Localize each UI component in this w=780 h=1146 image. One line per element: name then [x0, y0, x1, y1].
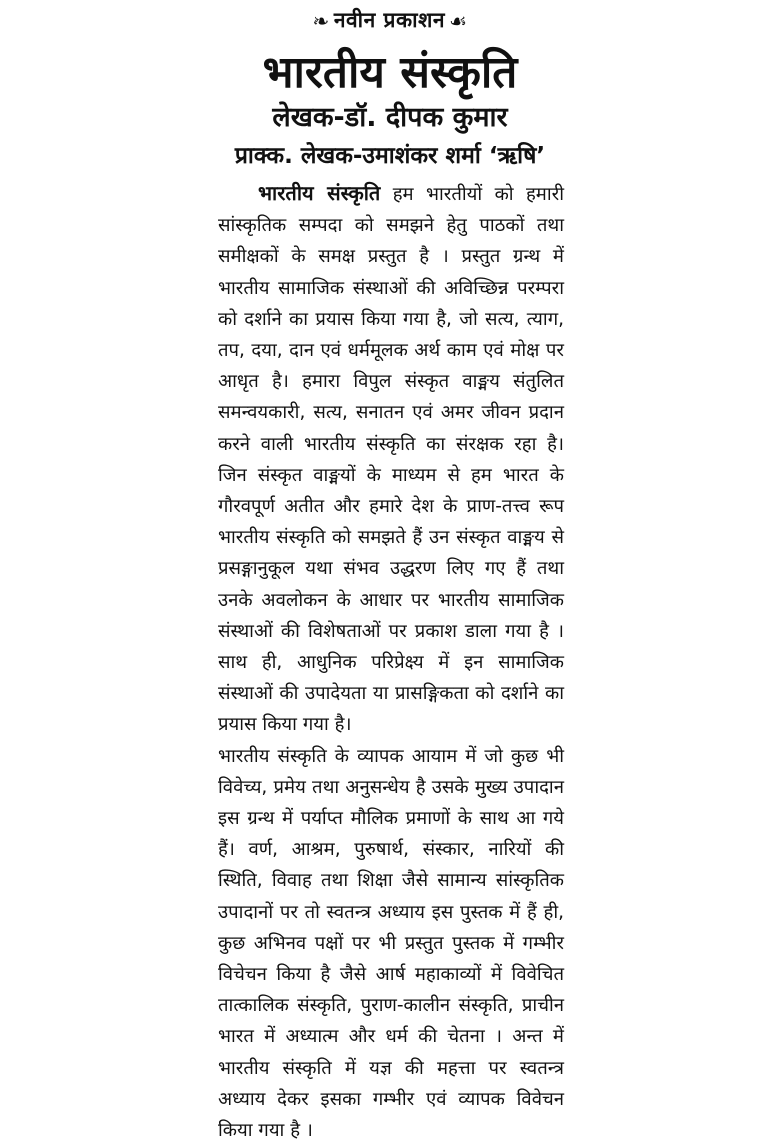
publisher-heading	[0, 6, 780, 34]
paragraph-1-text: हम भारतीयों को हमारी सांस्कृतिक सम्पदा को समझने हेतु पाठकों तथा समीक्षकों के समक्ष प्रस्तुत है । प्रस्तुत ग्रन्थ में भारतीय सामाजिक संस्थाओं की अविच्छिन्न परम्परा को दर्शाने का प्रयास किया गया है, जो सत्य, त्याग, तप, दया, दान एवं धर्ममूलक अर्थ काम एवं मोक्ष पर आधृत है। हमारा विपुल संस्कृत वाङ्मय संतुलित समन्वयकारी, सत्य, सनातन एवं अमर जीवन प्रदान करने वाली भारतीय संस्कृति का संरक्षक रहा है। जिन संस्कृत वाङ्मयों के माध्यम से हम भारत के गौरवपूर्ण अतीत और हमारे देश के प्राण-तत्त्व रूप भारतीय संस्कृति को समझते हैं उन संस्कृत वाङ्मय से प्रसङ्गानुकूल यथा संभव उद्धरण लिए गए हैं तथा उनके अवलोकन के आधार पर भारतीय सामाजिक संस्थाओं की विशेषताओं पर प्रकाश डाला गया है । साथ ही, आधुनिक परिप्रेक्ष्य में इन सामाजिक संस्थाओं की उपादेयता या प्रासङ्गिकता को दर्शाने का प्रयास किया गया है।	[218, 184, 564, 736]
foreword-author-line: प्राक्क. लेखक-उमाशंकर शर्मा ‘ऋषि’	[234, 143, 546, 169]
publisher-name: नवीन प्रकाशन	[333, 8, 445, 32]
review-paragraph-1	[218, 178, 564, 741]
lead-book-title: भारतीय संस्कृति	[258, 181, 381, 205]
author-line: लेखक-डॉ. दीपक कुमार	[272, 102, 508, 133]
book-title: भारतीय संस्कृति	[262, 47, 518, 98]
review-paragraph-2: भारतीय संस्कृति के व्यापक आयाम में जो कुछ भी विवेच्य, प्रमेय तथा अनुसन्धेय है उसके मुख्य उपादान इस ग्रन्थ में पर्याप्त मौलिक प्रमाणों के साथ आ गये हैं। वर्ण, आश्रम, पुरुषार्थ, संस्कार, नारियों की स्थिति, विवाह तथा शिक्षा जैसे सामान्य सांस्कृतिक उपादानों पर तो स्वतन्त्र अध्याय इस पुस्तक में हैं ही, कुछ अभिनव पक्षों पर भी प्रस्तुत पुस्तक में गम्भीर विचेचन किया है जैसे आर्ष महाकाव्यों में विवेचित तात्कालिक संस्कृति, पुराण-कालीन संस्कृति, प्राचीन भारत में अध्यात्म और धर्म की चेतना । अन्त में भारतीय संस्कृति में यज्ञ की महत्ता पर स्वतन्त्र अध्याय देकर इसका गम्भीर एवं व्यापक विवेचन किया गया है ।	[218, 745, 564, 1142]
left-ornament-icon: ❧	[312, 9, 330, 33]
right-ornament-icon: ☙	[449, 9, 468, 33]
review-body	[218, 178, 564, 1146]
